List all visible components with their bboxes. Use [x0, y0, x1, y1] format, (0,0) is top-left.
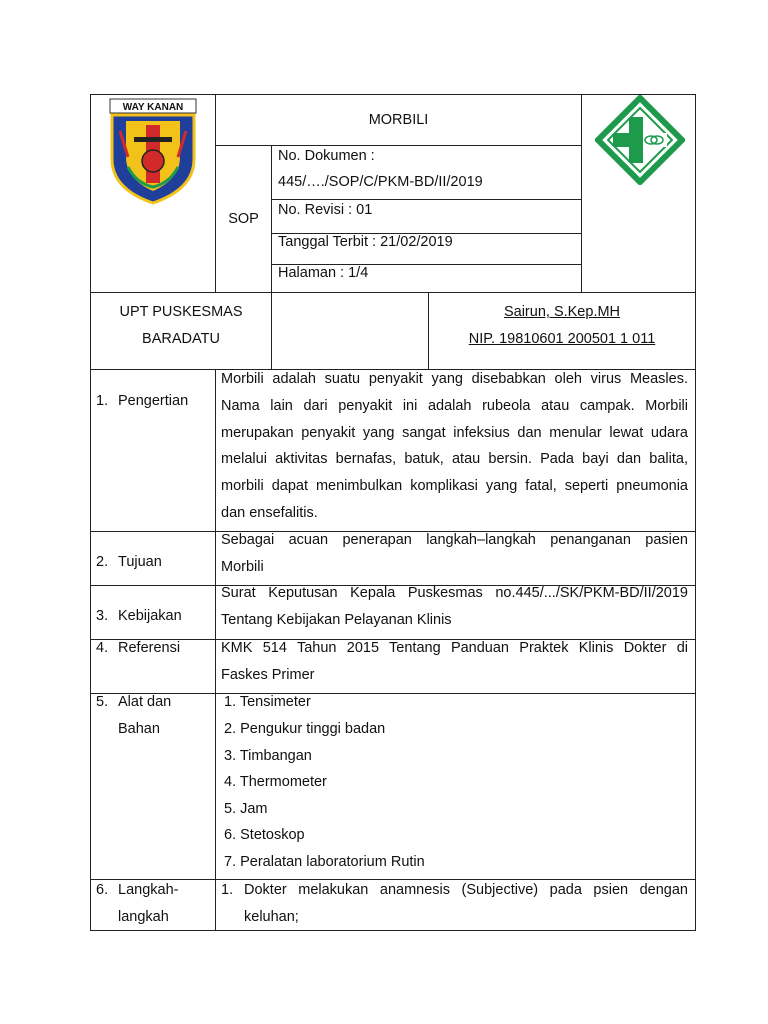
signer-cell	[428, 292, 696, 370]
pengertian-line: dan ensefalitis.	[221, 504, 318, 521]
alat-item: 6. Stetoskop	[224, 827, 305, 843]
section-3-content	[221, 580, 688, 634]
section-4-content	[221, 635, 688, 689]
referensi-line: Faskes Primer	[221, 666, 315, 683]
alat-item: 5. Jam	[224, 801, 268, 817]
alat-item: 4. Thermometer	[224, 774, 327, 790]
section-2-label: 2. Tujuan	[96, 554, 162, 570]
doc-type-label: SOP	[228, 211, 259, 227]
alat-item: 3. Timbangan	[224, 748, 312, 764]
no-dokumen-cell	[271, 145, 582, 200]
no-revisi: No. Revisi : 01	[278, 202, 373, 218]
section-1-label: 1. Pengertian	[96, 393, 189, 409]
left-logo-cell	[90, 94, 216, 293]
pengertian-line: Morbili adalah suatu penyakit yang disebabkan oleh virus Measles.	[221, 371, 688, 387]
section-3-label: 3. Kebijakan	[96, 608, 182, 624]
pengertian-line: merupakan penyakit yang sangat infeksius dan menular lewat udara	[221, 424, 688, 441]
title-cell	[215, 94, 582, 146]
tujuan-line: Sebagai acuan penerapan langkah–langkah penanganan pasien	[221, 532, 688, 548]
signer-nip: NIP. 19810601 200501 1 011	[468, 331, 656, 347]
section-4-label: 4. Referensi	[96, 640, 181, 656]
no-dokumen-label: No. Dokumen :	[278, 148, 375, 164]
kebijakan-line: Surat Keputusan Kepala Puskesmas no.445/.../SK/PKM-BD/II/2019	[221, 585, 688, 601]
section-6-label-line2: langkah	[118, 909, 169, 925]
section-6-label: 6. Langkah-	[96, 882, 179, 898]
document-title: MORBILI	[368, 112, 429, 128]
step-text-line2: keluhan;	[244, 908, 299, 925]
org-name-line1: UPT PUSKESMAS	[119, 304, 243, 320]
kebijakan-line: Tentang Kebijakan Pelayanan Klinis	[221, 611, 452, 628]
signature-space-cell	[271, 292, 429, 370]
pengertian-line: Nama lain dari penyakit ini adalah rubeola atau campak. Morbili	[221, 397, 688, 414]
section-5-label-line2: Bahan	[118, 721, 160, 737]
signer-name: Sairun, S.Kep.MH	[503, 304, 621, 320]
org-name-line2: BARADATU	[142, 331, 220, 347]
no-dokumen-value: 445/…./SOP/C/PKM-BD/II/2019	[278, 174, 483, 190]
puskesmas-logo-icon	[595, 95, 685, 185]
langkah-step	[221, 877, 688, 931]
pengertian-line: melalui aktivitas bernafas, batuk, atau bersin. Pada bayi dan balita,	[221, 451, 688, 468]
alat-item: 2. Pengukur tinggi badan	[224, 721, 386, 737]
way-kanan-logo-icon	[106, 97, 200, 207]
right-logo-cell	[581, 94, 696, 293]
alat-item: 1. Tensimeter	[224, 694, 311, 710]
alat-item: 7. Peralatan laboratorium Rutin	[224, 854, 425, 870]
org-name-cell	[90, 292, 272, 370]
section-1-content	[221, 366, 688, 527]
tanggal-terbit: Tanggal Terbit : 21/02/2019	[278, 234, 453, 250]
referensi-line: KMK 514 Tahun 2015 Tentang Panduan Praktek Klinis Dokter di	[221, 640, 688, 656]
section-2-content	[221, 527, 688, 581]
section-5-label: 5. Alat dan	[96, 694, 172, 710]
halaman: Halaman : 1/4	[278, 265, 369, 281]
step-number: 1.	[221, 882, 234, 898]
logo-caption: WAY KANAN	[122, 102, 184, 113]
doc-type-cell	[215, 145, 272, 293]
halaman-cell	[271, 264, 582, 293]
step-text-line1: Dokter melakukan anamnesis (Subjective) pada psien dengan	[244, 882, 688, 898]
pengertian-line: morbili dapat menimbulkan komplikasi yang fatal, seperti pneumonia	[221, 478, 688, 495]
tujuan-line: Morbili	[221, 558, 264, 575]
